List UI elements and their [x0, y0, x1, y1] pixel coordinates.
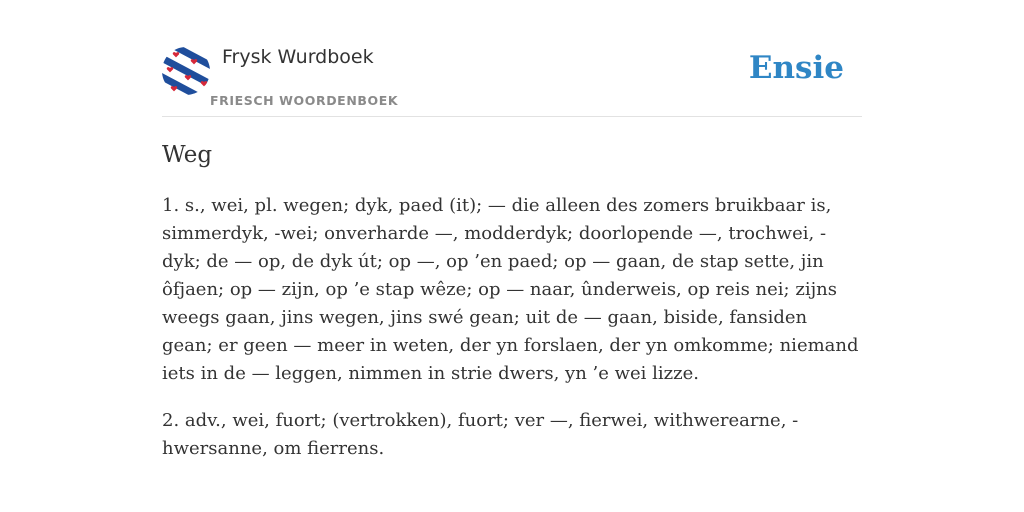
dictionary-entry — [162, 138, 862, 463]
definition-1: 1. s., wei, pl. wegen; dyk, paed (it); — die alleen des zomers bruikbaar is, simmerdyk, -wei; onverharde —, modderdyk; doorlopende —, trochwei, -dyk; de — op, de dyk út; op —, op ’en paed; op — gaan, de stap sette, jin ôfjaen; op — zijn, op ’e stap wêze; op — naar, ûnderweis, op reis nei; zijns weegs gaan, jins wegen, jins swé gean; uit de — gaan, biside, fansiden gean; er geen — meer in weten, der yn forslaen, der yn omkomme; niemand iets in de — leggen, nimmen in strie dwers, yn ’e wei lizze. — [162, 195, 859, 384]
site-header — [162, 44, 862, 117]
definition-2: 2. adv., wei, fuort; (vertrokken), fuort; ver —, fierwei, withwerearne, -hwersanne, om fierrens. — [162, 410, 799, 459]
site-subtitle: FRIESCH WOORDENBOEK — [210, 93, 399, 108]
ensie-logo[interactable]: Ensie — [748, 50, 844, 86]
frisian-flag-icon[interactable] — [162, 47, 210, 95]
site-title[interactable]: Frysk Wurdboek — [222, 46, 374, 68]
headword: Weg — [162, 142, 213, 168]
